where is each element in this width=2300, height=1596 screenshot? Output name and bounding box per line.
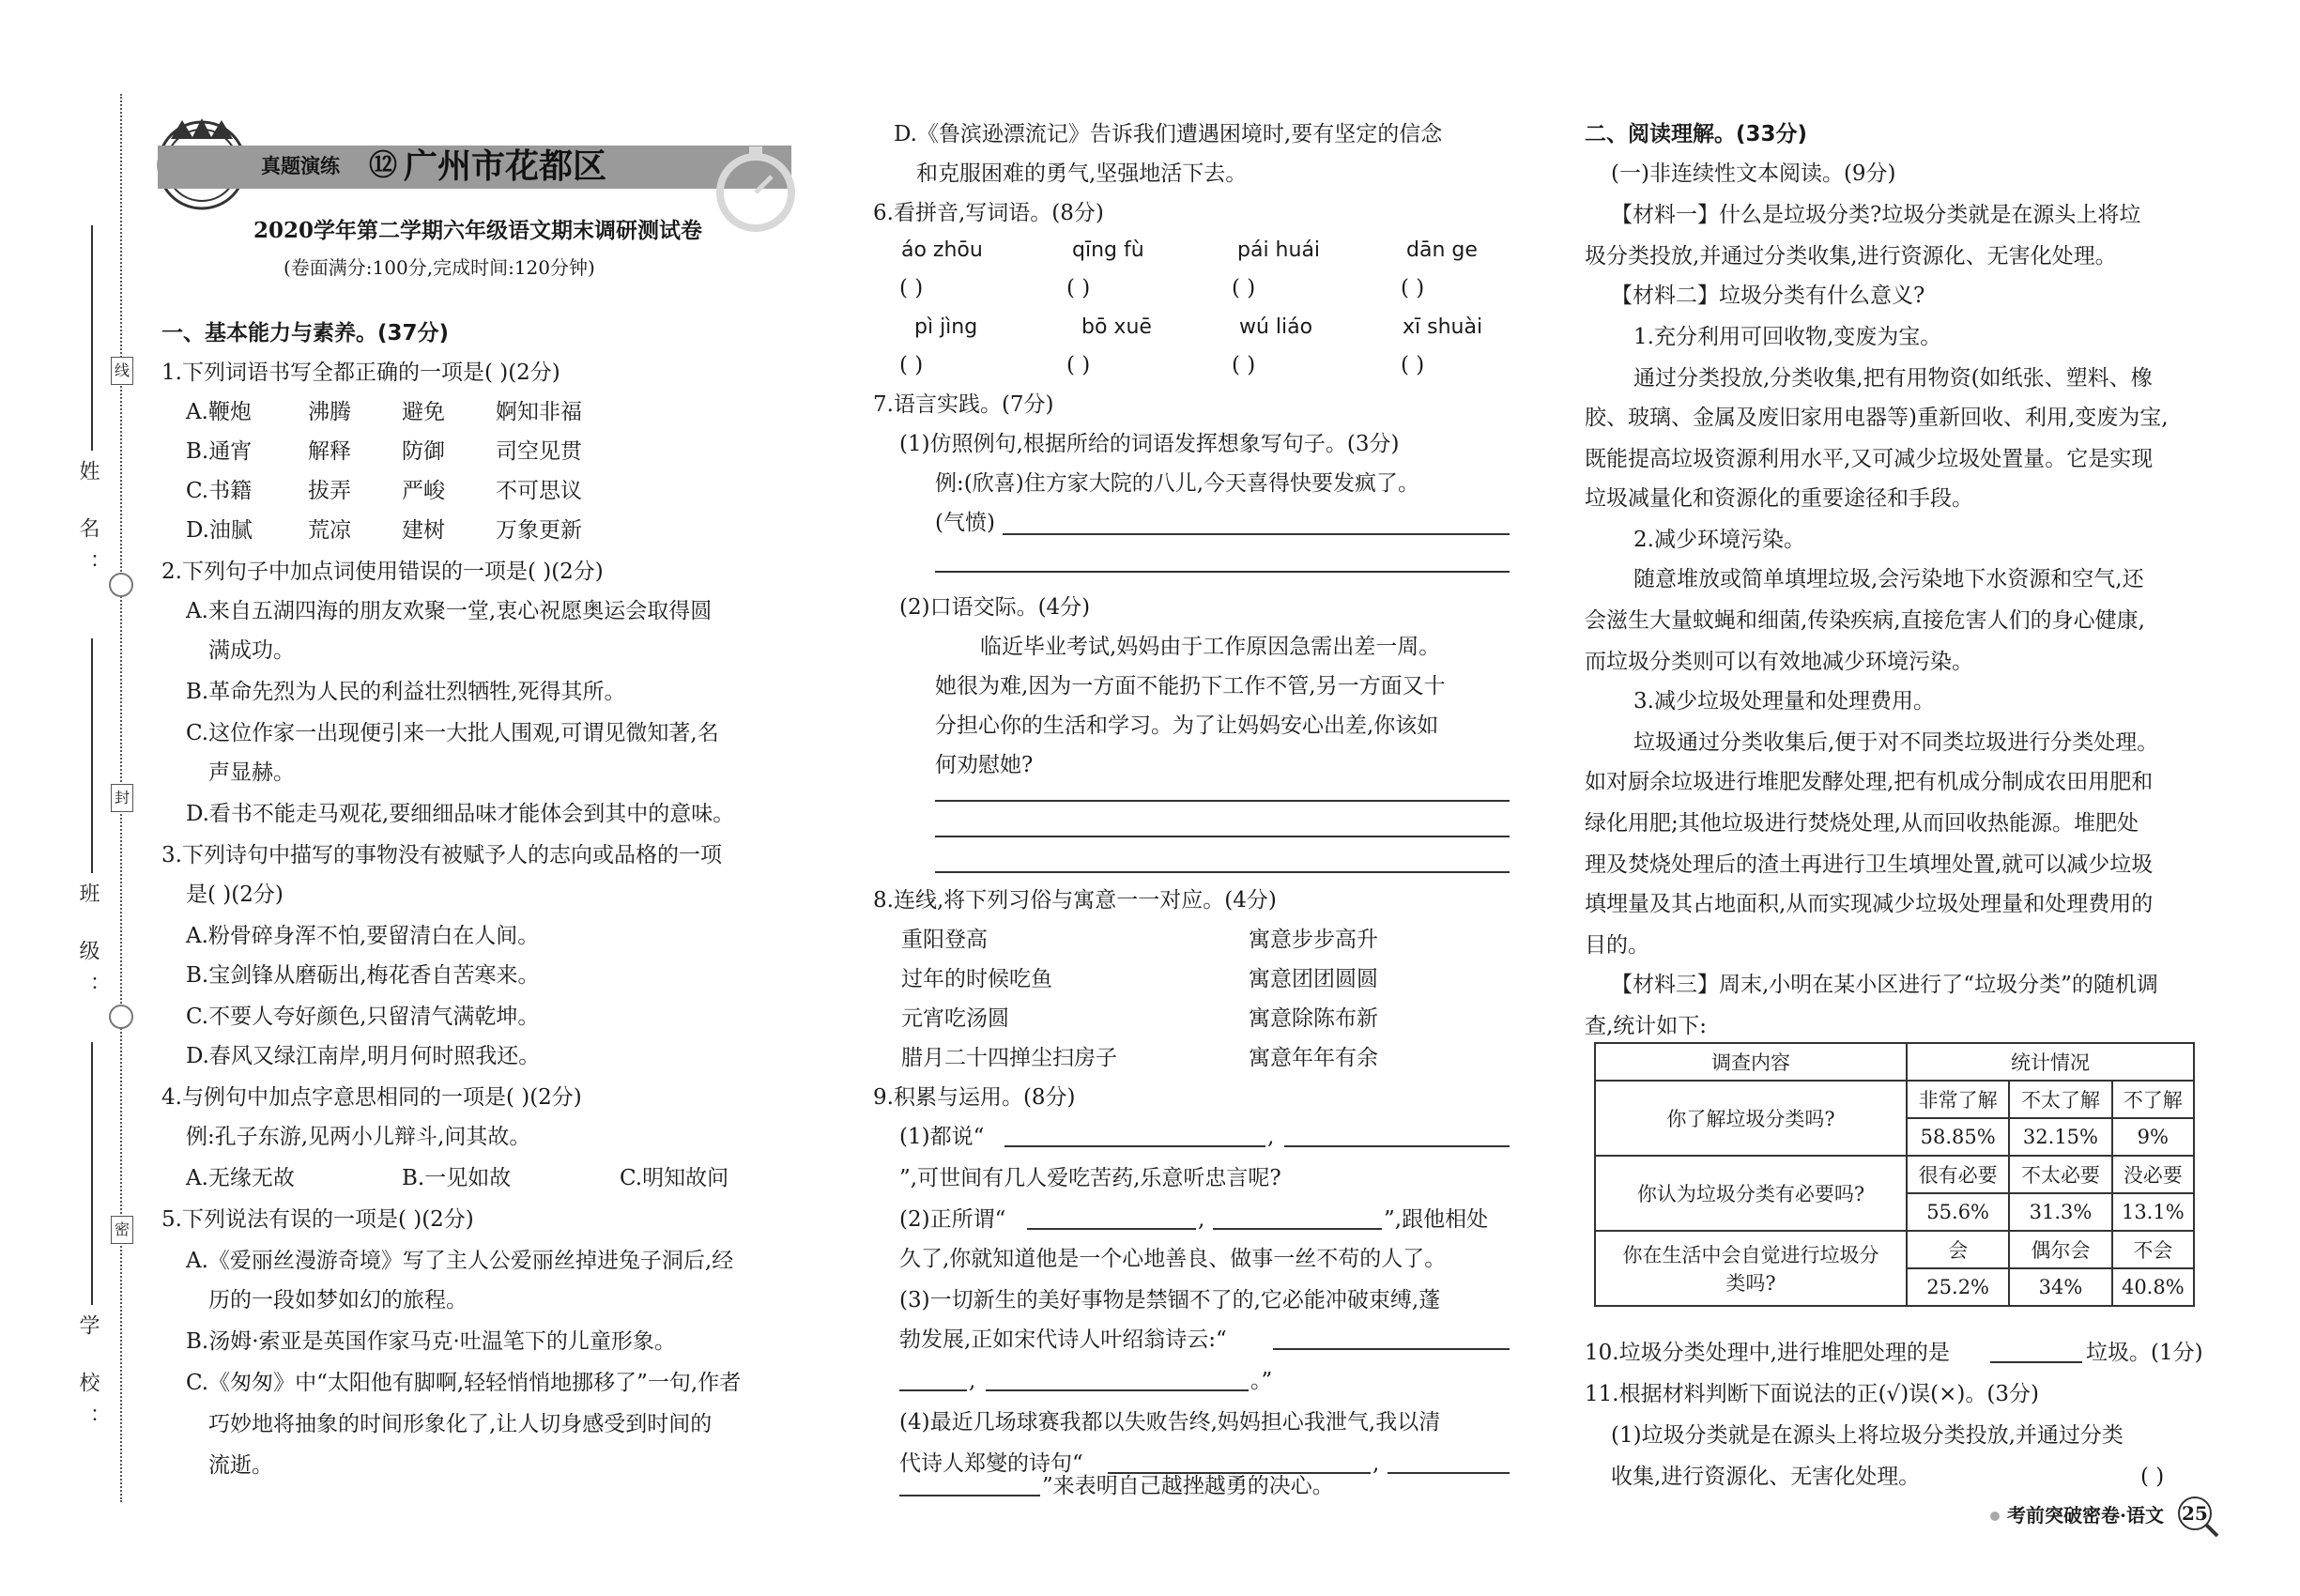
table-cell: 很有必要 — [1907, 1156, 2009, 1193]
table-header-row — [1595, 1043, 2194, 1081]
seal-char-xian: 线 — [111, 357, 133, 385]
page-number-badge — [2176, 1495, 2221, 1540]
footer-text: 考前突破密卷·语文 — [2007, 1504, 2164, 1527]
q2-option-a-cont: 满成功。 — [208, 638, 295, 663]
answer-line[interactable] — [935, 871, 1510, 873]
q5-option-c: C.《匆匆》中“太阳他有脚啊,轻轻悄悄地挪移了”一句,作者 — [186, 1371, 742, 1395]
pinyin-8: xī shuài — [1403, 315, 1483, 339]
q7-2-text: 何劝慰她? — [935, 753, 1034, 777]
table-cell: 会 — [1907, 1231, 2009, 1268]
school-line — [91, 1042, 93, 1305]
answer-line[interactable] — [935, 800, 1510, 802]
answer-line[interactable] — [1027, 1228, 1196, 1230]
q2-option-c-cont: 声显赫。 — [208, 760, 295, 785]
answer-paren[interactable]: ( ) — [2140, 1465, 2165, 1489]
table-row — [1595, 1081, 2194, 1118]
q5-stem: 5.下列说法有误的一项是( )(2分) — [161, 1207, 474, 1232]
paragraph: 目的。 — [1585, 933, 1649, 958]
material-2: 【材料二】垃圾分类有什么意义? — [1611, 284, 1925, 308]
answer-line[interactable] — [1388, 1472, 1510, 1474]
table-cell: 40.8% — [2112, 1268, 2194, 1306]
answer-line[interactable] — [1990, 1361, 2082, 1363]
table-cell: 不太了解 — [2009, 1081, 2111, 1118]
pinyin-4: dān ge — [1406, 238, 1478, 262]
q3-option-a: A.粉骨碎身浑不怕,要留清白在人间。 — [186, 924, 540, 948]
q7-stem: 7.语言实践。(7分) — [873, 392, 1054, 417]
seal-char-mi: 密 — [111, 1216, 133, 1244]
subsection-1: (一)非连续性文本阅读。(9分) — [1611, 161, 1896, 186]
paragraph: 会滋生大量蚊蝇和细菌,传染疾病,直接危害人们的身心健康, — [1585, 608, 2145, 633]
section-1-heading: 一、基本能力与素养。(37分) — [161, 321, 450, 345]
table-cell: 34% — [2009, 1268, 2111, 1306]
paragraph: 通过分类投放,分类收集,把有用物资(如纸张、塑料、橡 — [1633, 366, 2153, 391]
q7-2-text: 临近毕业考试,妈妈由于工作原因急需出差一周。 — [980, 635, 1441, 659]
q9-1-text-cont: ”,可世间有几人爱吃苦药,乐意听忠言呢? — [899, 1166, 1281, 1190]
table-cell: 没必要 — [2112, 1156, 2194, 1193]
q6-stem: 6.看拼音,写词语。(8分) — [873, 201, 1104, 225]
material-1-cont: 圾分类投放,并通过分类收集,进行资源化、无害化处理。 — [1585, 244, 2117, 269]
paragraph: 垃圾通过分类收集后,便于对不同类垃圾进行分类处理。 — [1633, 730, 2159, 755]
answer-paren[interactable]: ( ) — [1232, 276, 1256, 300]
point-3: 3.减少垃圾处理量和处理费用。 — [1633, 689, 1935, 714]
q11-1-text-cont: 收集,进行资源化、无害化处理。 — [1611, 1465, 1921, 1489]
material-3-cont: 查,统计如下: — [1585, 1014, 1708, 1038]
answer-line[interactable] — [1003, 533, 1510, 535]
table-header-cell: 调查内容 — [1595, 1043, 1907, 1081]
q9-1-text: (1)都说“ — [899, 1125, 985, 1149]
school-label: 学 校： — [76, 1314, 100, 1443]
q3-option-d: D.春风又绿江南岸,明月何时照我还。 — [186, 1044, 541, 1068]
binding-ring-icon — [109, 573, 133, 597]
pinyin-2: qīng fù — [1072, 238, 1144, 262]
q9-stem: 9.积累与运用。(8分) — [873, 1085, 1076, 1110]
answer-line[interactable] — [899, 1495, 1040, 1496]
custom-item[interactable]: 元宵吃汤圆 — [901, 1006, 1009, 1031]
q5-option-c-cont2: 流逝。 — [208, 1453, 273, 1478]
exam-title: 广州市花都区 — [404, 147, 607, 186]
q9-3-text: (3)一切新生的美好事物是禁锢不了的,它必能冲破束缚,蓬 — [899, 1288, 1441, 1312]
q11-stem: 11.根据材料判断下面说法的正(√)误(×)。(3分) — [1585, 1382, 2039, 1406]
meaning-item[interactable]: 寓意年年有余 — [1249, 1046, 1378, 1070]
class-label: 班 级： — [76, 882, 100, 1011]
seal-char-feng: 封 — [111, 784, 133, 812]
q3-option-b: B.宝剑锋从磨砺出,梅花香自苦寒来。 — [186, 963, 540, 988]
answer-paren[interactable]: ( ) — [1401, 276, 1425, 300]
pinyin-7: wú liáo — [1239, 315, 1313, 339]
table-header-cell: 统计情况 — [1907, 1043, 2194, 1081]
q4-stem: 4.与例句中加点字意思相同的一项是( )(2分) — [161, 1085, 582, 1110]
q11-1-text: (1)垃圾分类就是在源头上将垃圾分类投放,并通过分类 — [1611, 1423, 2124, 1448]
table-cell: 不了解 — [2112, 1081, 2194, 1118]
q9-2-text-cont: 久了,你就知道他是一个心地善良、做事一丝不苟的人了。 — [899, 1247, 1447, 1271]
q7-2-text: 她很为难,因为一方面不能扔下工作不管,另一方面又十 — [935, 674, 1446, 698]
q3-option-c: C.不要人夸好颜色,只留清气满乾坤。 — [186, 1005, 540, 1029]
q5-option-d-cont: 和克服困难的勇气,坚强地活下去。 — [916, 161, 1248, 186]
q5-option-a: A.《爱丽丝漫游奇境》写了主人公爱丽丝掉进兔子洞后,经 — [186, 1249, 734, 1273]
name-line — [91, 225, 93, 451]
answer-paren[interactable]: ( ) — [1232, 353, 1256, 377]
binding-margin — [0, 0, 131, 1596]
q5-option-a-cont: 历的一段如梦如幻的旅程。 — [208, 1288, 468, 1312]
table-question-cell: 你认为垃圾分类有必要吗? — [1595, 1156, 1907, 1231]
table-cell: 非常了解 — [1907, 1081, 2009, 1118]
answer-paren[interactable]: ( ) — [1066, 276, 1091, 300]
paragraph: 绿化用肥;其他垃圾进行焚烧处理,从而回收热能源。堆肥处 — [1585, 811, 2139, 836]
page-number: 25 — [2182, 1502, 2208, 1525]
answer-paren[interactable]: ( ) — [899, 276, 924, 300]
binding-ring-icon — [109, 1005, 133, 1029]
answer-paren[interactable]: ( ) — [1066, 353, 1091, 377]
paragraph: 填埋量及其占地面积,从而实现减少垃圾处理量和处理费用的 — [1585, 892, 2154, 916]
paragraph: 如对厨余垃圾进行堆肥发酵处理,把有机成分制成农田用肥和 — [1585, 770, 2154, 794]
exam-note: (卷面满分:100分,完成时间:120分钟) — [284, 256, 595, 279]
pinyin-1: áo zhōu — [901, 238, 983, 262]
custom-item[interactable]: 过年的时候吃鱼 — [901, 967, 1052, 991]
answer-line[interactable] — [1284, 1145, 1510, 1147]
q9-2-text-end: ”,跟他相处 — [1384, 1207, 1489, 1232]
q7-2-stem: (2)口语交际。(4分) — [899, 595, 1091, 620]
table-question-cell: 你在生活中会自觉进行垃圾分类吗? — [1595, 1231, 1907, 1306]
point-2: 2.减少环境污染。 — [1633, 528, 1805, 552]
custom-item[interactable]: 重阳登高 — [901, 928, 988, 952]
answer-line[interactable] — [1004, 1145, 1265, 1147]
survey-table — [1594, 1042, 2195, 1307]
section-2-heading: 二、阅读理解。(33分) — [1585, 122, 1808, 146]
q9-4-end: ”来表明自己越挫越勇的决心。 — [1042, 1474, 1334, 1498]
footer-dot-icon — [1990, 1512, 2000, 1521]
table-cell: 偶尔会 — [2009, 1231, 2111, 1268]
q7-1-example: 例:(欣喜)住方家大院的八儿,今天喜得快要发疯了。 — [935, 471, 1420, 496]
answer-line[interactable] — [986, 1389, 1249, 1391]
table-question-cell: 你了解垃圾分类吗? — [1595, 1081, 1907, 1156]
pinyin-3: pái huái — [1237, 238, 1321, 262]
meaning-item[interactable]: 寓意除陈布新 — [1249, 1006, 1378, 1031]
meaning-item[interactable]: 寓意步步高升 — [1249, 928, 1378, 952]
pinyin-5: pì jìng — [914, 315, 978, 339]
paragraph: 既能提高垃圾资源利用水平,又可减少垃圾处置量。它是实现 — [1585, 447, 2154, 471]
q3-stem: 3.下列诗句中描写的事物没有被赋予人的志向或品格的一项 — [161, 843, 722, 867]
q2-option-d: D.看书不能走马观花,要细细品味才能体会到其中的意味。 — [186, 802, 735, 826]
q9-4-text: (4)最近几场球赛我都以失败告终,妈妈担心我泄气,我以清 — [899, 1410, 1441, 1435]
q2-option-b: B.革命先烈为人民的利益壮烈牺牲,死得其所。 — [186, 680, 626, 704]
q5-option-d: D.《鲁滨逊漂流记》告诉我们遭遇困境时,要有坚定的信念 — [894, 122, 1443, 146]
answer-line[interactable] — [899, 1389, 967, 1391]
table-cell: 13.1% — [2112, 1193, 2194, 1231]
stopwatch-icon — [713, 141, 798, 235]
q4-example: 例:孔子东游,见两小儿辩斗,问其故。 — [186, 1125, 531, 1149]
exam-subtitle: 2020学年第二学期六年级语文期末调研测试卷 — [253, 218, 703, 243]
table-row — [1595, 1231, 2194, 1268]
q7-2-text: 分担心你的生活和学习。为了让妈妈安心出差,你该如 — [935, 714, 1439, 738]
table-cell: 58.85% — [1907, 1118, 2009, 1156]
q2-option-c: C.这位作家一出现便引来一大批人围观,可谓见微知著,名 — [186, 721, 719, 745]
answer-line[interactable] — [1273, 1348, 1510, 1350]
paragraph: 垃圾减量化和资源化的重要途径和手段。 — [1585, 486, 1973, 511]
paragraph: 理及焚烧处理后的渣土再进行卫生填埋处置,就可以减少垃圾 — [1585, 852, 2154, 877]
q5-option-c-cont: 巧妙地将抽象的时间形象化了,让人切身感受到时间的 — [208, 1412, 713, 1436]
q7-1-stem: (1)仿照例句,根据所给的词语发挥想象写句子。(3分) — [899, 432, 1400, 456]
q5-option-b: B.汤姆·索亚是英国作家马克·吐温笔下的儿童形象。 — [186, 1329, 676, 1354]
pinyin-6: bō xuē — [1081, 315, 1152, 339]
answer-line[interactable] — [935, 571, 1510, 573]
custom-item[interactable]: 腊月二十四掸尘扫房子 — [901, 1046, 1117, 1070]
q10-stem-end: 垃圾。(1分) — [2086, 1341, 2203, 1365]
answer-line[interactable] — [935, 836, 1510, 837]
exam-number: ⑫ — [369, 149, 397, 182]
paragraph: 胶、玻璃、金属及废旧家用电器等)重新回收、利用,变废为宝, — [1585, 406, 2169, 430]
meaning-item[interactable]: 寓意团团圆圆 — [1249, 967, 1378, 991]
q7-1-word: (气愤) — [935, 511, 995, 535]
q1-stem: 1.下列词语书写全都正确的一项是( )(2分) — [161, 361, 560, 385]
answer-paren[interactable]: ( ) — [899, 353, 924, 377]
q9-3-end: 。” — [1250, 1369, 1273, 1393]
paragraph: 随意堆放或简单填埋垃圾,会污染地下水资源和空气,还 — [1633, 567, 2144, 591]
name-label: 姓 名： — [76, 460, 100, 589]
q3-stem-cont: 是( )(2分) — [186, 882, 284, 907]
tag-label: 真题演练 — [261, 154, 340, 177]
table-cell: 9% — [2112, 1118, 2194, 1156]
material-1: 【材料一】什么是垃圾分类?垃圾分类就是在源头上将垃 — [1611, 203, 2141, 227]
q9-4-text-cont: 代诗人郑燮的诗句“ — [899, 1451, 1083, 1476]
q10-stem: 10.垃圾分类处理中,进行堆肥处理的是 — [1585, 1341, 1950, 1365]
table-cell: 不会 — [2112, 1231, 2194, 1268]
q9-3-text-cont: 勃发展,正如宋代诗人叶绍翁诗云:“ — [899, 1327, 1227, 1352]
table-cell: 55.6% — [1907, 1193, 2009, 1231]
table-cell: 31.3% — [2009, 1193, 2111, 1231]
q2-stem: 2.下列句子中加点词使用错误的一项是( )(2分) — [161, 560, 604, 584]
material-3: 【材料三】周末,小明在某小区进行了“垃圾分类”的随机调 — [1611, 973, 2158, 997]
answer-paren[interactable]: ( ) — [1401, 353, 1425, 377]
q2-option-a: A.来自五湖四海的朋友欢聚一堂,衷心祝愿奥运会取得圆 — [186, 599, 713, 623]
table-row — [1595, 1156, 2194, 1193]
table-cell: 32.15% — [2009, 1118, 2111, 1156]
answer-line[interactable] — [1213, 1228, 1382, 1230]
class-line — [91, 638, 93, 873]
point-1: 1.充分利用可回收物,变废为宝。 — [1633, 325, 1942, 349]
table-cell: 25.2% — [1907, 1268, 2009, 1306]
table-cell: 不太必要 — [2009, 1156, 2111, 1193]
q8-stem: 8.连线,将下列习俗与寓意一一对应。(4分) — [873, 888, 1277, 913]
paragraph: 而垃圾分类则可以有效地减少环境污染。 — [1585, 650, 1973, 674]
q9-2-text: (2)正所谓“ — [899, 1207, 1006, 1232]
